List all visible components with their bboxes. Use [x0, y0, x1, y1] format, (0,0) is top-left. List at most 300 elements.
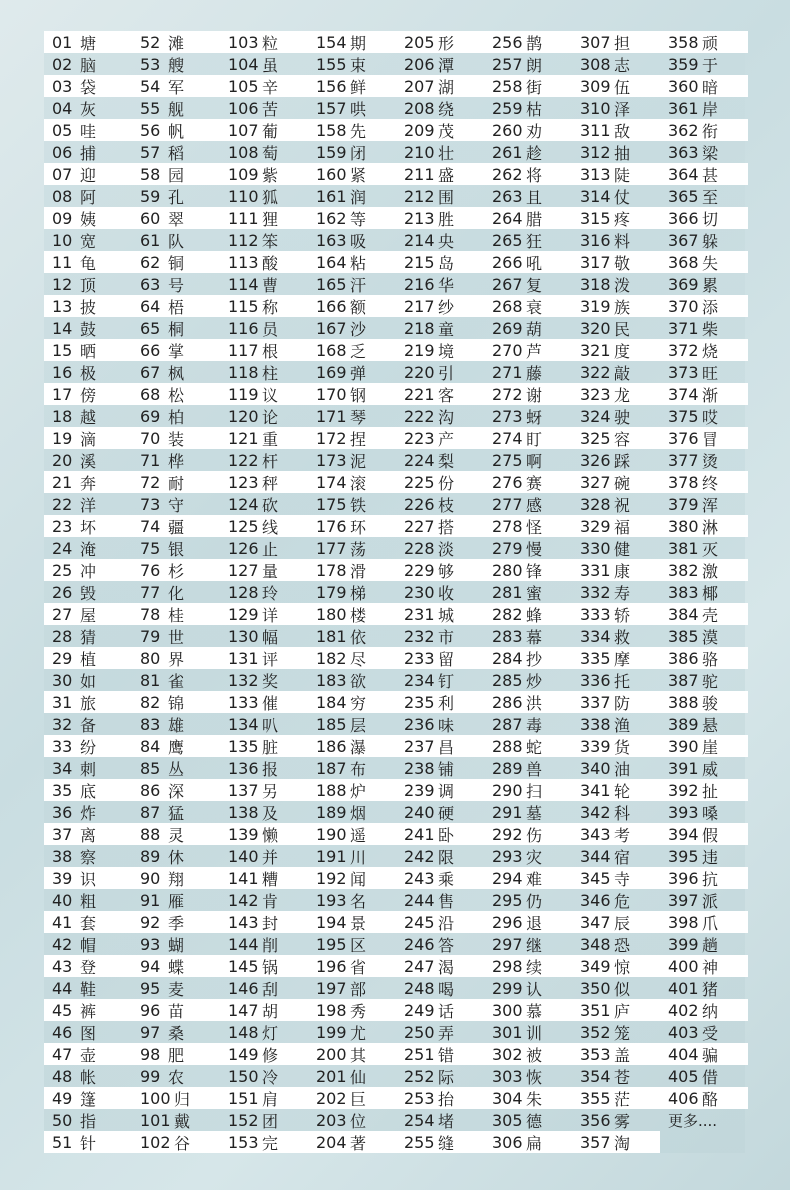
list-item — [220, 141, 308, 163]
list-item — [660, 581, 748, 603]
entry-number: 154 — [316, 32, 347, 52]
entry-number: 280 — [492, 560, 523, 580]
entry-character: 如 — [80, 671, 97, 691]
entry-character: 淡 — [438, 539, 455, 559]
entry-number: 290 — [492, 780, 523, 800]
list-item — [572, 251, 660, 273]
entry-number: 128 — [228, 582, 259, 602]
entry-number: 360 — [668, 76, 699, 96]
entry-number: 240 — [404, 802, 435, 822]
list-item — [660, 977, 748, 999]
entry-number: 183 — [316, 670, 347, 690]
entry-character: 松 — [168, 385, 185, 405]
list-item — [220, 1131, 308, 1153]
entry-character: 麦 — [168, 979, 185, 999]
list-item — [44, 867, 132, 889]
entry-number: 14 — [52, 318, 73, 338]
entry-character: 坏 — [80, 517, 97, 537]
list-item — [308, 801, 396, 823]
entry-character: 杆 — [262, 451, 279, 471]
list-item — [220, 647, 308, 669]
entry-character: 酪 — [702, 1089, 719, 1109]
entry-number: 391 — [668, 758, 699, 778]
entry-character: 等 — [350, 209, 367, 229]
entry-character: 吼 — [526, 253, 543, 273]
entry-character: 谷 — [174, 1133, 191, 1153]
list-item — [220, 559, 308, 581]
entry-character: 荡 — [350, 539, 367, 559]
entry-number: 115 — [228, 296, 259, 316]
entry-character: 捏 — [350, 429, 367, 449]
entry-character: 受 — [702, 1023, 719, 1043]
entry-number: 178 — [316, 560, 347, 580]
entry-number: 363 — [668, 142, 699, 162]
list-item — [220, 317, 308, 339]
entry-character: 化 — [168, 583, 185, 603]
list-item — [572, 317, 660, 339]
entry-number: 340 — [580, 758, 611, 778]
entry-number: 244 — [404, 890, 435, 910]
list-item — [220, 31, 308, 53]
list-item — [132, 471, 220, 493]
list-item — [484, 845, 572, 867]
entry-character: 淹 — [80, 539, 97, 559]
list-item — [572, 1065, 660, 1087]
entry-character: 报 — [262, 759, 279, 779]
entry-number: 287 — [492, 714, 523, 734]
entry-number: 133 — [228, 692, 259, 712]
entry-number: 388 — [668, 692, 699, 712]
entry-number: 193 — [316, 890, 347, 910]
list-item — [660, 75, 748, 97]
entry-number: 295 — [492, 890, 523, 910]
entry-number: 75 — [140, 538, 161, 558]
list-item — [396, 867, 484, 889]
entry-number: 227 — [404, 516, 435, 536]
entry-number: 48 — [52, 1066, 73, 1086]
list-item — [132, 163, 220, 185]
entry-character: 裤 — [80, 1001, 97, 1021]
list-item — [132, 273, 220, 295]
entry-character: 泼 — [614, 275, 631, 295]
entry-number: 343 — [580, 824, 611, 844]
entry-number: 45 — [52, 1000, 73, 1020]
entry-number: 148 — [228, 1022, 259, 1042]
entry-number: 252 — [404, 1066, 435, 1086]
entry-number: 11 — [52, 252, 73, 272]
entry-character: 答 — [438, 935, 455, 955]
entry-character: 笼 — [614, 1023, 631, 1043]
entry-number: 268 — [492, 296, 523, 316]
list-item — [132, 669, 220, 691]
entry-number: 384 — [668, 604, 699, 624]
list-item — [44, 933, 132, 955]
entry-character: 吸 — [350, 231, 367, 251]
entry-character: 纷 — [80, 737, 97, 757]
entry-number: 60 — [140, 208, 161, 228]
entry-character: 利 — [438, 693, 455, 713]
entry-character: 锦 — [168, 693, 185, 713]
entry-number: 70 — [140, 428, 161, 448]
list-item — [44, 449, 132, 471]
entry-character: 仙 — [350, 1067, 367, 1087]
entry-character: 戴 — [174, 1111, 191, 1131]
entry-character: 违 — [702, 847, 719, 867]
entry-character: 屋 — [80, 605, 97, 625]
list-item — [44, 955, 132, 977]
entry-number: 153 — [228, 1132, 259, 1152]
list-item — [396, 405, 484, 427]
entry-number: 373 — [668, 362, 699, 382]
list-item — [308, 75, 396, 97]
more-label: 更多.... — [668, 1111, 718, 1130]
entry-character: 曹 — [262, 275, 279, 295]
entry-character: 躲 — [702, 231, 719, 251]
list-item — [220, 757, 308, 779]
entry-number: 165 — [316, 274, 347, 294]
entry-character: 舰 — [168, 99, 185, 119]
entry-character: 趁 — [526, 143, 543, 163]
entry-character: 岛 — [438, 253, 455, 273]
entry-number: 356 — [580, 1110, 611, 1130]
list-item — [572, 1087, 660, 1109]
list-item — [396, 889, 484, 911]
column-5 — [396, 31, 484, 1153]
list-item — [484, 427, 572, 449]
list-item — [660, 559, 748, 581]
entry-number: 180 — [316, 604, 347, 624]
entry-character: 顶 — [80, 275, 97, 295]
entry-character: 鲜 — [350, 77, 367, 97]
entry-character: 根 — [262, 341, 279, 361]
entry-number: 352 — [580, 1022, 611, 1042]
entry-character: 敌 — [614, 121, 631, 141]
entry-character: 感 — [526, 495, 543, 515]
entry-number: 334 — [580, 626, 611, 646]
entry-number: 54 — [140, 76, 161, 96]
entry-number: 357 — [580, 1132, 611, 1152]
entry-character: 担 — [614, 33, 631, 53]
list-item — [660, 427, 748, 449]
entry-character: 毒 — [526, 715, 543, 735]
entry-character: 及 — [262, 803, 279, 823]
entry-number: 81 — [140, 670, 161, 690]
list-item — [220, 207, 308, 229]
list-item — [132, 119, 220, 141]
entry-character: 紧 — [350, 165, 367, 185]
entry-character: 渴 — [438, 957, 455, 977]
entry-number: 314 — [580, 186, 611, 206]
entry-character: 溪 — [80, 451, 97, 471]
list-item — [44, 537, 132, 559]
entry-number: 124 — [228, 494, 259, 514]
list-item — [308, 625, 396, 647]
entry-number: 113 — [228, 252, 259, 272]
entry-character: 鹊 — [526, 33, 543, 53]
entry-number: 86 — [140, 780, 161, 800]
entry-number: 107 — [228, 120, 259, 140]
entry-character: 龙 — [614, 385, 631, 405]
column-4 — [308, 31, 396, 1153]
entry-character: 康 — [614, 561, 631, 581]
entry-character: 售 — [438, 891, 455, 911]
entry-character: 胜 — [438, 209, 455, 229]
list-item — [220, 1109, 308, 1131]
list-item — [132, 647, 220, 669]
entry-character: 摩 — [614, 649, 631, 669]
entry-number: 339 — [580, 736, 611, 756]
entry-character: 阿 — [80, 187, 97, 207]
list-item — [484, 383, 572, 405]
entry-number: 29 — [52, 648, 73, 668]
entry-number: 381 — [668, 538, 699, 558]
list-item — [660, 647, 748, 669]
entry-number: 34 — [52, 758, 73, 778]
entry-character: 容 — [614, 429, 631, 449]
list-item — [660, 493, 748, 515]
entry-number: 301 — [492, 1022, 523, 1042]
character-list-sheet — [44, 31, 745, 1153]
entry-number: 177 — [316, 538, 347, 558]
list-item — [132, 735, 220, 757]
entry-character: 汗 — [350, 275, 367, 295]
list-item — [220, 1021, 308, 1043]
entry-number: 385 — [668, 626, 699, 646]
entry-number: 69 — [140, 406, 161, 426]
entry-character: 庐 — [614, 1001, 631, 1021]
entry-character: 调 — [438, 781, 455, 801]
list-item — [660, 141, 748, 163]
entry-number: 350 — [580, 978, 611, 998]
entry-number: 95 — [140, 978, 161, 998]
list-item — [308, 273, 396, 295]
list-item — [132, 207, 220, 229]
list-item — [396, 273, 484, 295]
list-item — [572, 1131, 660, 1153]
list-item — [660, 625, 748, 647]
more-link[interactable] — [660, 1109, 748, 1131]
entry-character: 渔 — [614, 715, 631, 735]
list-item — [484, 911, 572, 933]
list-item — [44, 911, 132, 933]
list-item — [132, 823, 220, 845]
list-item — [572, 449, 660, 471]
entry-number: 65 — [140, 318, 161, 338]
entry-character: 市 — [438, 627, 455, 647]
list-item — [44, 801, 132, 823]
list-item — [396, 1087, 484, 1109]
entry-number: 231 — [404, 604, 435, 624]
list-item — [396, 647, 484, 669]
entry-number: 167 — [316, 318, 347, 338]
list-item — [44, 427, 132, 449]
entry-character: 界 — [168, 649, 185, 669]
list-item — [220, 405, 308, 427]
entry-number: 150 — [228, 1066, 259, 1086]
list-item — [484, 581, 572, 603]
entry-number: 342 — [580, 802, 611, 822]
list-item — [132, 361, 220, 383]
list-item — [132, 97, 220, 119]
entry-character: 环 — [350, 517, 367, 537]
list-item — [220, 251, 308, 273]
entry-number: 312 — [580, 142, 611, 162]
list-item — [220, 185, 308, 207]
entry-number: 257 — [492, 54, 523, 74]
entry-number: 182 — [316, 648, 347, 668]
entry-number: 270 — [492, 340, 523, 360]
list-item — [484, 361, 572, 383]
entry-number: 17 — [52, 384, 73, 404]
entry-character: 园 — [168, 165, 185, 185]
entry-character: 街 — [526, 77, 543, 97]
entry-number: 372 — [668, 340, 699, 360]
entry-number: 338 — [580, 714, 611, 734]
entry-character: 依 — [350, 627, 367, 647]
list-item — [44, 713, 132, 735]
entry-character: 踩 — [614, 451, 631, 471]
entry-character: 派 — [702, 891, 719, 911]
list-item — [396, 361, 484, 383]
list-item — [484, 779, 572, 801]
list-item — [396, 229, 484, 251]
list-item — [572, 801, 660, 823]
entry-character: 闭 — [350, 143, 367, 163]
entry-character: 炉 — [350, 781, 367, 801]
entry-number: 306 — [492, 1132, 523, 1152]
entry-character: 敬 — [614, 253, 631, 273]
entry-character: 限 — [438, 847, 455, 867]
entry-character: 硬 — [438, 803, 455, 823]
entry-character: 童 — [438, 319, 455, 339]
entry-character: 丛 — [168, 759, 185, 779]
entry-character: 料 — [614, 231, 631, 251]
list-item — [396, 493, 484, 515]
list-item — [484, 339, 572, 361]
list-item — [396, 251, 484, 273]
entry-character: 灾 — [526, 847, 543, 867]
entry-number: 216 — [404, 274, 435, 294]
entry-character: 猪 — [702, 979, 719, 999]
list-item — [396, 427, 484, 449]
entry-character: 潭 — [438, 55, 455, 75]
entry-number: 77 — [140, 582, 161, 602]
list-item — [660, 757, 748, 779]
entry-number: 228 — [404, 538, 435, 558]
list-item — [572, 669, 660, 691]
entry-number: 137 — [228, 780, 259, 800]
entry-number: 224 — [404, 450, 435, 470]
list-item — [44, 1087, 132, 1109]
entry-number: 232 — [404, 626, 435, 646]
list-item — [44, 471, 132, 493]
entry-number: 341 — [580, 780, 611, 800]
entry-character: 迎 — [80, 165, 97, 185]
list-item — [660, 713, 748, 735]
entry-number: 259 — [492, 98, 523, 118]
entry-character: 将 — [526, 165, 543, 185]
entry-character: 滴 — [80, 429, 97, 449]
list-item — [308, 889, 396, 911]
entry-character: 蛇 — [526, 737, 543, 757]
list-item — [308, 779, 396, 801]
entry-number: 66 — [140, 340, 161, 360]
entry-number: 298 — [492, 956, 523, 976]
list-item — [44, 999, 132, 1021]
entry-number: 103 — [228, 32, 259, 52]
entry-number: 82 — [140, 692, 161, 712]
list-item — [396, 515, 484, 537]
entry-character: 帽 — [80, 935, 97, 955]
list-item — [132, 53, 220, 75]
entry-character: 完 — [262, 1133, 279, 1153]
entry-character: 淘 — [614, 1133, 631, 1153]
entry-number: 344 — [580, 846, 611, 866]
list-item — [572, 647, 660, 669]
entry-number: 116 — [228, 318, 259, 338]
list-item — [44, 889, 132, 911]
list-item — [308, 1131, 396, 1153]
entry-character: 套 — [80, 913, 97, 933]
list-item — [484, 207, 572, 229]
entry-number: 192 — [316, 868, 347, 888]
list-item — [484, 1131, 572, 1153]
entry-character: 区 — [350, 935, 367, 955]
list-item — [572, 185, 660, 207]
list-item — [396, 119, 484, 141]
list-item — [44, 1131, 132, 1153]
entry-number: 06 — [52, 142, 73, 162]
entry-number: 241 — [404, 824, 435, 844]
entry-character: 桐 — [168, 319, 185, 339]
entry-character: 奔 — [80, 473, 97, 493]
list-item — [660, 933, 748, 955]
entry-number: 251 — [404, 1044, 435, 1064]
entry-character: 灵 — [168, 825, 185, 845]
list-item — [44, 383, 132, 405]
entry-character: 刮 — [262, 979, 279, 999]
entry-number: 229 — [404, 560, 435, 580]
entry-number: 345 — [580, 868, 611, 888]
entry-character: 梧 — [168, 297, 185, 317]
entry-character: 枫 — [168, 363, 185, 383]
list-item — [484, 977, 572, 999]
list-item — [220, 537, 308, 559]
entry-character: 神 — [702, 957, 719, 977]
list-item — [396, 141, 484, 163]
entry-number: 176 — [316, 516, 347, 536]
entry-number: 138 — [228, 802, 259, 822]
entry-character: 脏 — [262, 737, 279, 757]
entry-number: 134 — [228, 714, 259, 734]
entry-number: 382 — [668, 560, 699, 580]
entry-number: 272 — [492, 384, 523, 404]
entry-number: 346 — [580, 890, 611, 910]
entry-character: 且 — [526, 187, 543, 207]
list-item — [396, 1043, 484, 1065]
entry-character: 堵 — [438, 1111, 455, 1131]
entry-character: 蜜 — [526, 583, 543, 603]
entry-character: 叭 — [262, 715, 279, 735]
entry-character: 续 — [526, 957, 543, 977]
entry-number: 397 — [668, 890, 699, 910]
entry-number: 53 — [140, 54, 161, 74]
entry-number: 02 — [52, 54, 73, 74]
entry-number: 256 — [492, 32, 523, 52]
list-item — [132, 713, 220, 735]
list-item — [220, 361, 308, 383]
entry-character: 萄 — [262, 143, 279, 163]
